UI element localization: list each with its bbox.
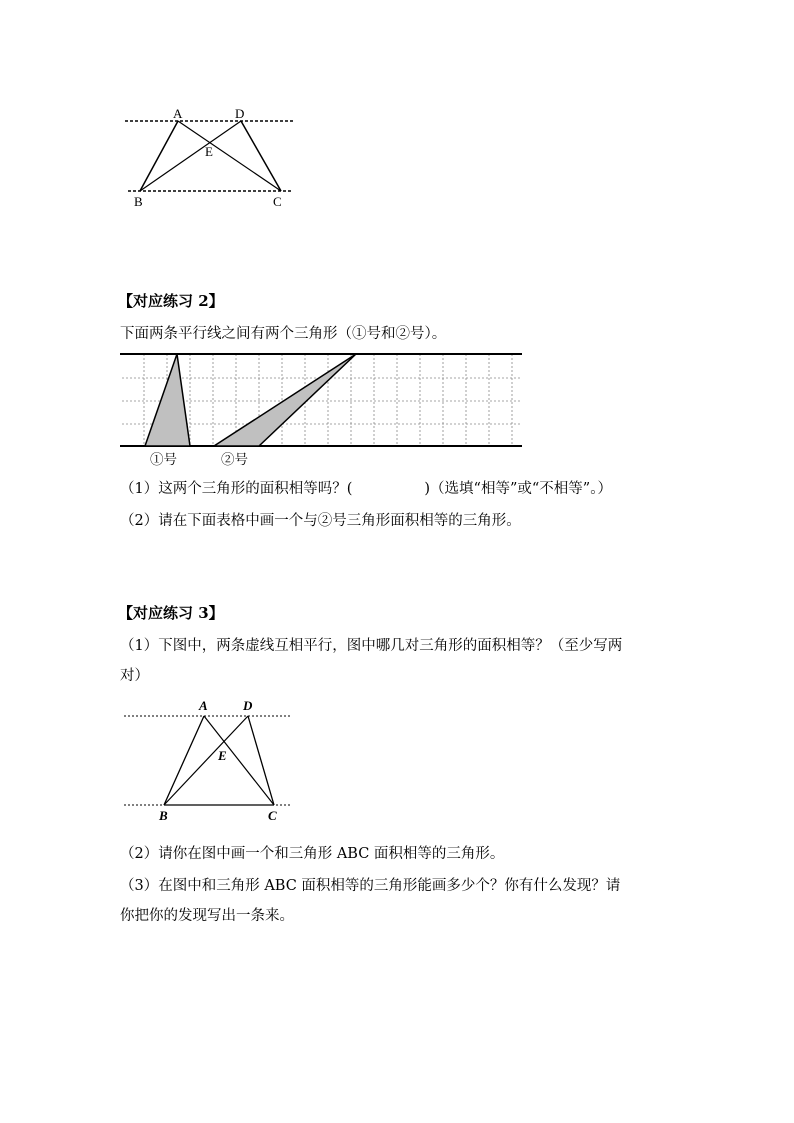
practice-3-q1-line2: 对） xyxy=(120,668,149,684)
practice-3-q3-line2: 你把你的发现写出一条来。 xyxy=(120,908,294,924)
practice-2-q1 xyxy=(120,477,612,498)
grid-figure xyxy=(118,350,524,450)
practice-3-q2: （2）请你在图中画一个和三角形 ABC 面积相等的三角形。 xyxy=(120,846,505,862)
diagonal-AC xyxy=(204,716,274,805)
triangle-1-label: ①号 xyxy=(150,452,177,468)
side-DC xyxy=(248,716,274,805)
label-D: D xyxy=(243,698,253,713)
triangle-2 xyxy=(214,354,356,446)
label-E: E xyxy=(218,748,227,763)
practice-3-q3-line1: （3）在图中和三角形 ABC 面积相等的三角形能画多少个？你有什么发现？请 xyxy=(120,878,621,894)
practice-2-intro: 下面两条平行线之间有两个三角形（①号和②号）。 xyxy=(120,326,447,342)
practice-2-heading: 【对应练习 2】 xyxy=(118,292,224,310)
label-C: C xyxy=(268,808,277,823)
label-B: B xyxy=(134,194,143,209)
label-E: E xyxy=(205,144,213,159)
side-AB xyxy=(140,121,178,191)
trapezoid-figure-1 xyxy=(118,100,308,212)
label-B: B xyxy=(159,808,168,823)
triangle-1 xyxy=(145,354,190,446)
q1-text-suffix: )（选填“相等”或“不相等”。） xyxy=(424,481,612,497)
diagonal-DB xyxy=(140,121,241,191)
label-C: C xyxy=(273,194,282,209)
label-A: A xyxy=(173,106,183,121)
diagonal-AC xyxy=(178,121,281,191)
triangle-2-label: ②号 xyxy=(221,452,248,468)
label-D: D xyxy=(235,106,245,121)
side-AB xyxy=(164,716,204,805)
side-DC xyxy=(241,121,281,191)
label-A: A xyxy=(199,698,208,713)
diagonal-DB xyxy=(164,716,248,805)
q1-text-prefix: （1）这两个三角形的面积相等吗？( xyxy=(120,481,353,497)
trapezoid-figure-2 xyxy=(118,694,298,826)
practice-3-heading: 【对应练习 3】 xyxy=(118,604,224,622)
practice-3-q1-line1: （1）下图中，两条虚线互相平行，图中哪几对三角形的面积相等？（至少写两 xyxy=(120,638,623,654)
practice-2-q2: （2）请在下面表格中画一个与②号三角形面积相等的三角形。 xyxy=(120,513,521,529)
